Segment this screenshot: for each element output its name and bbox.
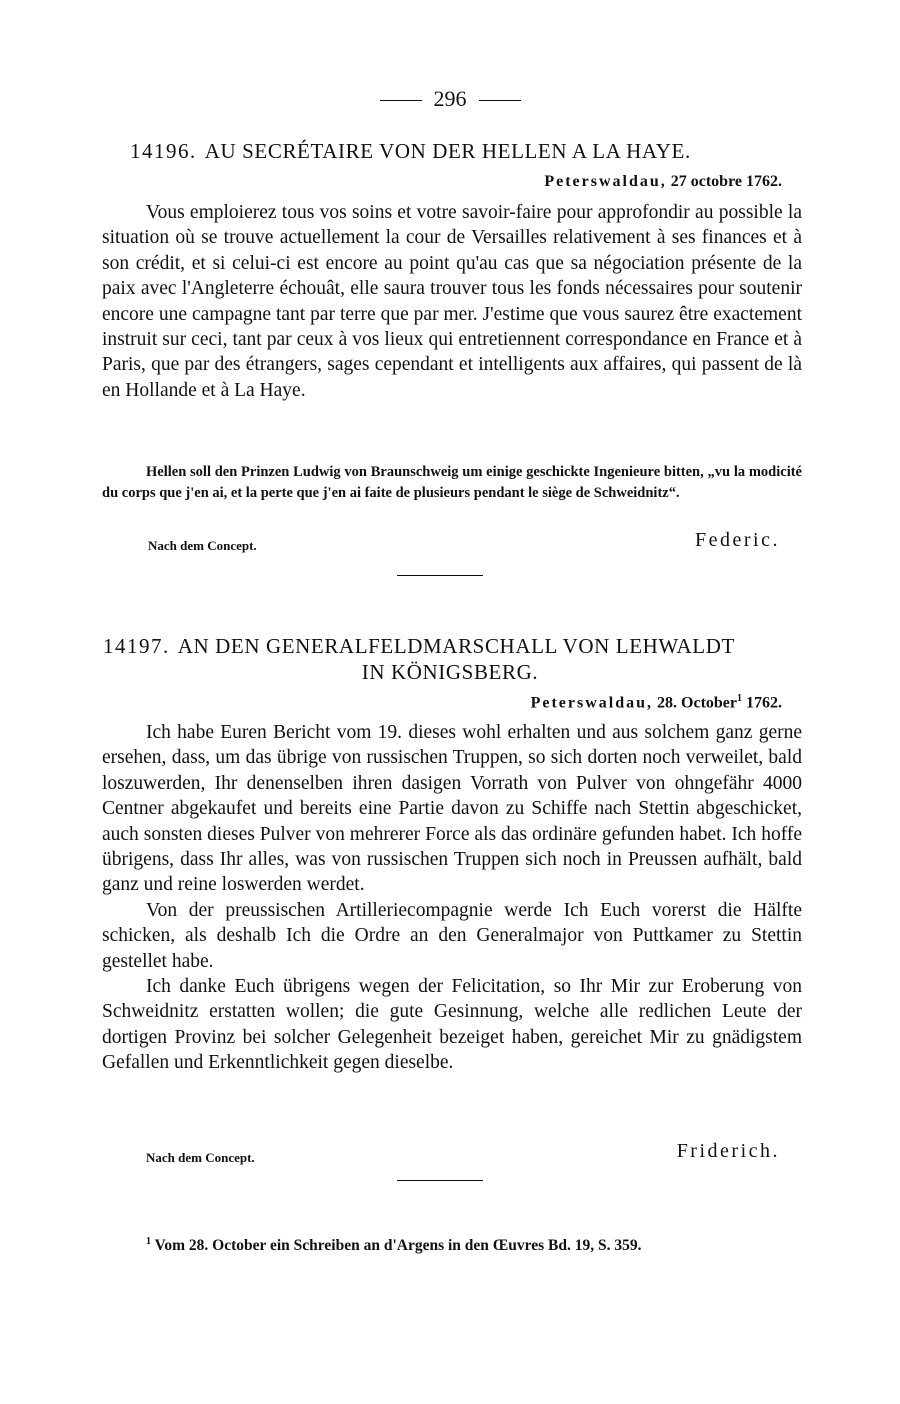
- letter-1-date: 27 octobre 1762.: [670, 173, 782, 190]
- letter-2-footnote-ref: 1: [737, 693, 742, 704]
- page-number-text: 296: [433, 86, 467, 111]
- letter-1-body: [102, 200, 802, 403]
- letter-2-year: 1762.: [742, 694, 782, 712]
- page-number-dash-left: [380, 100, 422, 101]
- letter-1-paragraph: Vous emploierez tous vos soins et votre savoir-faire pour approfondir au possible la situation où se trouve actuellement la cour de Versailles relativement à ses finances et à son crédit, et si celui-ci est encore au point qu'au cas que sa négociation présente de la paix avec l'Angleterre échouât, elle saura trouver tous les fonds nécessaires pour soutenir encore une campagne tant par terre que par mer. J'estime que vous saurez être exactement instruit sur ceci, tant par ceux à vos lieux qui entretiennent correspondance en France et à Paris, que par des étrangers, sages cependant et intelligents aux affaires, qui passent de là en Hollande et à La Haye.: [102, 202, 802, 401]
- letter-2-heading: [103, 634, 735, 659]
- page-number: [0, 86, 900, 112]
- letter-1-heading: [130, 139, 691, 164]
- letter-2-paragraph: Von der preussischen Artilleriecompagnie werde Ich Euch vorerst die Hälfte schicken, als deshalb Ich die Ordre an den Generalmajor von Puttkamer zu Stettin gestellet habe.: [102, 899, 802, 972]
- letter-2-source: Nach dem Concept.: [146, 1150, 255, 1165]
- letter-2-body: [102, 720, 802, 1076]
- letter-1-note: Hellen soll den Prinzen Ludwig von Braunschweig um einige geschickte Ingenieure bitten, „vu la modicité du corps que j'en ai, et la perte que j'en ai faite de plusieurs pendant le siège de Schweidnitz“.: [102, 464, 802, 501]
- section-divider-2: [397, 1180, 483, 1181]
- letter-1-source: Nach dem Concept.: [148, 538, 257, 553]
- letter-2-paragraph: Ich habe Euren Bericht vom 19. dieses wohl erhalten und aus solchem ganz gerne ersehen, dass, um das übrige von russischen Truppen, so sich dorten noch verweilet, bald loszuwerden, Ihr denenselben ihren dasigen Vorrath von Pulver von ohngefähr 4000 Centner abgekaufet und bereits eine Partie davon zu Schiffe nach Stettin abgeschicket, auch sonsten dieses Pulver von mehrerer Force als das ordinäre gefunden habet. Ich hoffe übrigens, dass Ihr alles, was von russischen Truppen sich noch in Preussen aufhält, bald ganz und reine loswerden werdet.: [102, 722, 802, 896]
- letter-1-number: 14196.: [130, 139, 197, 163]
- footnote-text: Vom 28. October ein Schreiben an d'Argens in den Œuvres Bd. 19, S. 359.: [154, 1237, 642, 1255]
- letter-2-paragraph: Ich danke Euch übrigens wegen der Felicitation, so Ihr Mir zur Eroberung von Schweidnitz erstatten wollen; die gute Gesinnung, welche alle redlichen Leute der dortigen Provinz bei solcher Gelegenheit bezeiget haben, gereichet Mir zu gnädigstem Gefallen und Erkenntlichkeit gegen dieselbe.: [102, 976, 802, 1074]
- letter-2-signature: Friderich.: [676, 1140, 780, 1162]
- letter-1-place: Peterswaldau,: [544, 173, 667, 190]
- letter-2-date: 28. October: [657, 694, 737, 712]
- letter-2-place: Peterswaldau,: [530, 694, 654, 712]
- letter-2-number: 14197.: [103, 634, 170, 658]
- footnote-marker: 1: [146, 1236, 151, 1247]
- footnote: [146, 1236, 641, 1255]
- letter-1-signature: Federic.: [695, 529, 780, 551]
- letter-2-title-line1: AN DEN GENERALFELDMARSCHALL VON LEHWALDT: [177, 634, 735, 658]
- letter-2-title-line2: IN KÖNIGSBERG.: [361, 660, 539, 684]
- page-number-dash-right: [479, 100, 521, 101]
- section-divider-1: [397, 575, 483, 576]
- letter-1-dateline: [544, 173, 782, 191]
- letter-1-title: AU SECRÉTAIRE VON DER HELLEN A LA HAYE.: [204, 139, 691, 163]
- letter-2-dateline: [531, 693, 782, 712]
